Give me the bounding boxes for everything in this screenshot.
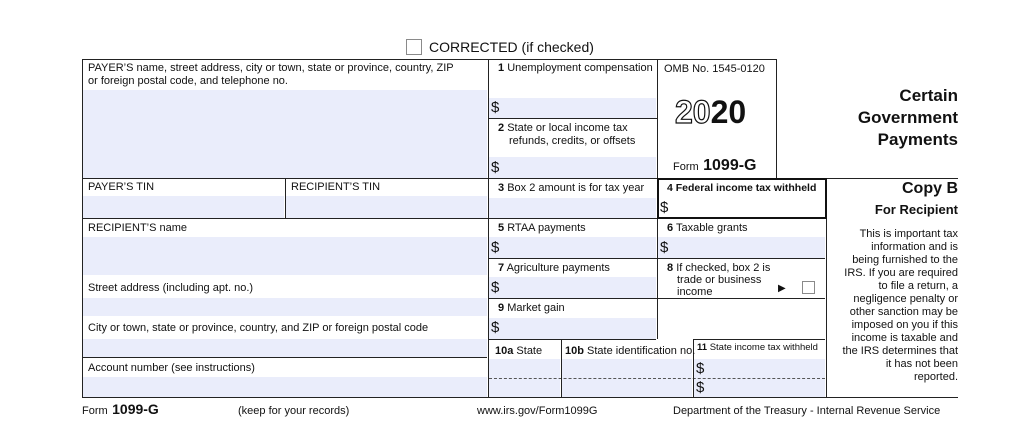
notice-line: being furnished to the bbox=[852, 254, 958, 266]
box10a-number: 10a bbox=[495, 345, 514, 357]
box9-text: Market gain bbox=[507, 302, 565, 314]
box4-number: 4 bbox=[667, 182, 673, 194]
box9-dollar: $ bbox=[491, 319, 500, 336]
corrected-checkbox[interactable] bbox=[406, 39, 422, 55]
payer-info-label-line2: or foreign postal code, and telephone no. bbox=[88, 75, 288, 87]
box8-label bbox=[667, 262, 770, 274]
box10a-label bbox=[495, 345, 542, 357]
box3-field[interactable] bbox=[489, 198, 656, 218]
payer-tin-field[interactable] bbox=[82, 196, 284, 218]
box7-number: 7 bbox=[498, 262, 505, 274]
account-field[interactable] bbox=[82, 377, 487, 397]
form-title-line2: Government bbox=[857, 108, 958, 127]
box1-label bbox=[498, 62, 653, 74]
recipient-tin-label: RECIPIENT’S TIN bbox=[291, 181, 381, 193]
box7-text: Agriculture payments bbox=[506, 262, 610, 274]
box1-text: Unemployment compensation bbox=[507, 62, 653, 74]
box8-number: 8 bbox=[667, 262, 674, 274]
box11-number: 11 bbox=[697, 342, 708, 353]
recipient-notice bbox=[830, 228, 958, 384]
box4-dollar: $ bbox=[660, 199, 669, 216]
footer-form-id bbox=[82, 401, 159, 419]
box10a-text: State bbox=[516, 345, 543, 357]
notice-line: information and is bbox=[871, 241, 958, 253]
box8-arrow-icon: ▶ bbox=[778, 283, 786, 294]
box5-number: 5 bbox=[498, 222, 505, 234]
tax-year bbox=[675, 94, 746, 130]
notice-line: it has not been bbox=[885, 358, 958, 370]
box3-label bbox=[498, 182, 644, 194]
box4-label bbox=[667, 182, 816, 194]
form-title-line1: Certain bbox=[899, 86, 958, 105]
box6-number: 6 bbox=[667, 222, 674, 234]
corrected-label: CORRECTED (if checked) bbox=[429, 39, 594, 55]
box11-text: State income tax withheld bbox=[709, 342, 818, 353]
tax-year-bold: 20 bbox=[710, 94, 747, 130]
box5-label bbox=[498, 222, 586, 234]
box6-dollar: $ bbox=[660, 239, 669, 256]
box1-field[interactable] bbox=[489, 98, 656, 118]
box6-label bbox=[667, 222, 748, 234]
box11-dollar-line1: $ bbox=[696, 360, 705, 377]
form-id-number: 1099-G bbox=[703, 157, 757, 174]
box7-field[interactable] bbox=[489, 277, 656, 298]
form-id bbox=[673, 157, 757, 175]
form-id-word: Form bbox=[673, 161, 699, 173]
footer-form-word: Form bbox=[82, 405, 108, 417]
box5-field[interactable] bbox=[489, 237, 656, 258]
box9-field[interactable] bbox=[489, 318, 656, 339]
box10b-text: State identification no. bbox=[587, 345, 696, 357]
box6-text: Taxable grants bbox=[675, 222, 748, 234]
notice-line: reported. bbox=[913, 371, 958, 383]
street-field[interactable] bbox=[82, 298, 487, 316]
notice-line: imposed on you if this bbox=[851, 319, 958, 331]
box2-field[interactable] bbox=[489, 157, 656, 178]
box7-dollar: $ bbox=[491, 279, 500, 296]
box3-text: Box 2 amount is for tax year bbox=[507, 182, 645, 194]
notice-line: This is important tax bbox=[859, 228, 958, 240]
tax-year-outline: 20 bbox=[675, 94, 711, 130]
payer-info-field[interactable] bbox=[82, 90, 487, 178]
box2-label bbox=[498, 122, 628, 134]
notice-line: income is taxable and bbox=[851, 332, 958, 344]
omb-number: OMB No. 1545-0120 bbox=[664, 63, 765, 75]
box2-number: 2 bbox=[498, 122, 505, 134]
form-title-line3: Payments bbox=[877, 130, 958, 149]
box8-text-line1: If checked, box 2 is bbox=[676, 262, 771, 274]
box2-dollar: $ bbox=[491, 159, 500, 176]
box6-field[interactable] bbox=[658, 237, 825, 258]
copy-for-recipient: For Recipient bbox=[874, 202, 958, 217]
box8-text-line2: trade or business bbox=[677, 274, 762, 286]
box9-number: 9 bbox=[498, 302, 505, 314]
city-field[interactable] bbox=[82, 339, 487, 357]
box8-text-line3: income bbox=[677, 286, 713, 298]
notice-line: to file a return, a bbox=[878, 280, 958, 292]
notice-line: negligence penalty or bbox=[853, 293, 958, 305]
box8-checkbox[interactable] bbox=[802, 281, 815, 294]
box9-label bbox=[498, 302, 565, 314]
notice-line: IRS. If you are required bbox=[844, 267, 958, 279]
footer-url: www.irs.gov/Form1099G bbox=[477, 405, 598, 417]
footer-form-number: 1099-G bbox=[112, 401, 159, 417]
box2-text-line2: refunds, credits, or offsets bbox=[509, 135, 636, 147]
account-label: Account number (see instructions) bbox=[88, 362, 255, 374]
box5-dollar: $ bbox=[491, 239, 500, 256]
payer-info-label-line1: PAYER’S name, street address, city or town, state or province, country, ZIP bbox=[88, 62, 454, 74]
recipient-name-label: RECIPIENT’S name bbox=[88, 222, 188, 234]
box10b-number: 10b bbox=[565, 345, 584, 357]
box10b-label bbox=[565, 345, 695, 357]
box11-label bbox=[697, 342, 818, 354]
box7-label bbox=[498, 262, 610, 274]
box11-dollar-line2: $ bbox=[696, 379, 705, 396]
recipient-name-field[interactable] bbox=[82, 237, 487, 275]
notice-line: other sanction may be bbox=[849, 306, 958, 318]
payer-tin-label: PAYER’S TIN bbox=[88, 181, 155, 193]
box4-text: Federal income tax withheld bbox=[675, 182, 817, 194]
box2-text-line1: State or local income tax bbox=[507, 122, 628, 134]
copy-b-label: Copy B bbox=[902, 180, 958, 197]
footer-keep: (keep for your records) bbox=[238, 405, 350, 417]
box1-number: 1 bbox=[498, 62, 505, 74]
street-label: Street address (including apt. no.) bbox=[88, 282, 254, 294]
city-label: City or town, state or province, country, and ZIP or foreign postal code bbox=[88, 322, 429, 334]
box1-dollar: $ bbox=[491, 99, 500, 116]
box3-number: 3 bbox=[498, 182, 505, 194]
footer-department: Department of the Treasury - Internal Revenue Service bbox=[673, 405, 941, 417]
box5-text: RTAA payments bbox=[507, 222, 586, 234]
recipient-tin-field[interactable] bbox=[286, 196, 487, 218]
notice-line: the IRS determines that bbox=[842, 345, 958, 357]
